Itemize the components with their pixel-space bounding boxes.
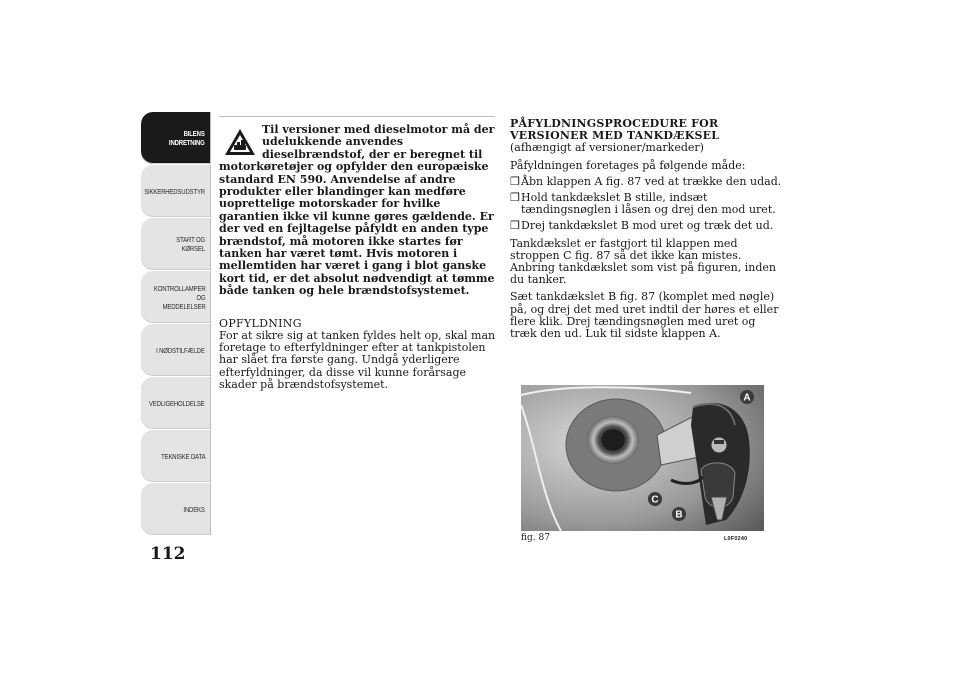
procedure-paragraph-2: Sæt tankdækslet B fig. 87 (komplet med nøgle) på, og drej det med uret indtil der høres et eller flere klik. Drej tændingsnøglen med uret og træk den ud. Luk til sidste klappen A. — [510, 290, 779, 341]
checkbox-bullet-icon: ❒ — [510, 191, 520, 205]
list-item — [510, 176, 782, 188]
tab-label: I NØDSTILFÆLDE — [156, 345, 205, 355]
tab-vedligeholdelse[interactable] — [141, 377, 211, 429]
procedure-heading-line-1: PÅFYLDNINGSPROCEDURE FOR — [510, 117, 719, 130]
callout-b: B — [675, 509, 683, 521]
tab-label: INDEKS — [183, 504, 205, 514]
figure-caption: fig. 87 — [521, 533, 550, 543]
checkbox-bullet-icon: ❒ — [510, 219, 520, 233]
procedure-column — [510, 118, 782, 340]
list-item-text: Drej tankdækslet B mod uret og træk det ud. — [521, 219, 774, 233]
list-item-text: Hold tankdækslet B stille, indsæt tændingsnøglen i låsen og drej den mod uret. — [521, 191, 776, 217]
checkbox-bullet-icon: ❒ — [510, 174, 520, 188]
list-item — [510, 192, 782, 216]
tab-label: KONTROLLAMPER OG MEDDELELSER — [153, 283, 205, 311]
list-item-text: Åbn klappen A fig. 87 ved at trække den udad. — [521, 174, 782, 188]
tab-start-og-korsel[interactable] — [141, 218, 211, 270]
warning-top-rule — [219, 116, 495, 117]
tab-label: TEKNISKE DATA — [160, 451, 205, 461]
list-item — [510, 220, 782, 232]
warning-text — [219, 124, 497, 298]
tab-label: VEDLIGEHOLDELSE — [149, 398, 205, 408]
tab-label: SIKKERHEDSUDSTYR — [144, 186, 205, 196]
tab-label: START OG KØRSEL — [176, 235, 205, 253]
callout-a: A — [743, 392, 751, 404]
callout-c: C — [651, 494, 659, 506]
warning-line-2: udelukkende anvendes — [262, 135, 404, 149]
opfyldning-paragraph: For at sikre sig at tanken fyldes helt op, skal man foretage to efterfyldninger efter at tankpistolen har slået fra første gang. Undgå yderligere efterfyldninger, da disse vil kunne forårsage skader på brændstofsystemet. — [219, 329, 496, 391]
procedure-heading-line-2: VERSIONER MED TANKDÆKSEL — [510, 129, 720, 143]
section-heading-opfyldning: OPFYLDNING — [219, 317, 302, 330]
procedure-subheading: (afhængigt af versioner/markeder) — [510, 141, 704, 155]
warning-body: motorkøretøjer og opfylder den europæiske standard EN 590. Anvendelse af andre produkter eller blandinger kan medføre uoprettelige motorskader for hvilke garantien ikke vil kunne gøres gældende. Er der ved en fejltagelse påfyldt en anden type brændstof, må motoren ikke startes før tanken har været tømt. Hvis motoren i mellemtiden har været i gang i blot ganske kort tid, er det absolut nødvendigt at tømme både tanken og hele brændstofsystemet. — [219, 160, 495, 298]
tab-kontrollamper[interactable] — [141, 271, 211, 323]
procedure-paragraph-1: Tankdækslet er fastgjort til klappen med stroppen C fig. 87 så det ikke kan mistes. Anbring tankdækslet som vist på figuren, inden du tanker. — [510, 236, 776, 287]
tab-bilens-indretning[interactable] — [141, 112, 211, 164]
warning-line-3: dieselbrændstof, der er beregnet til — [262, 147, 483, 161]
tab-indeks[interactable] — [141, 483, 211, 535]
tab-i-nodstilfaelde[interactable] — [141, 324, 211, 376]
figure-code: L0F0240 — [724, 536, 748, 542]
tab-sikkerhedsudstyr[interactable] — [141, 165, 211, 217]
warning-line-1: Til versioner med dieselmotor må der — [262, 123, 495, 136]
page-number: 112 — [150, 544, 186, 564]
tab-label: BILENS INDRETNING — [169, 129, 205, 147]
tab-tekniske-data[interactable] — [141, 430, 211, 482]
fuel-cap-figure — [521, 385, 764, 531]
procedure-intro: Påfyldningen foretages på følgende måde: — [510, 158, 746, 172]
chapter-sidebar — [141, 112, 211, 536]
